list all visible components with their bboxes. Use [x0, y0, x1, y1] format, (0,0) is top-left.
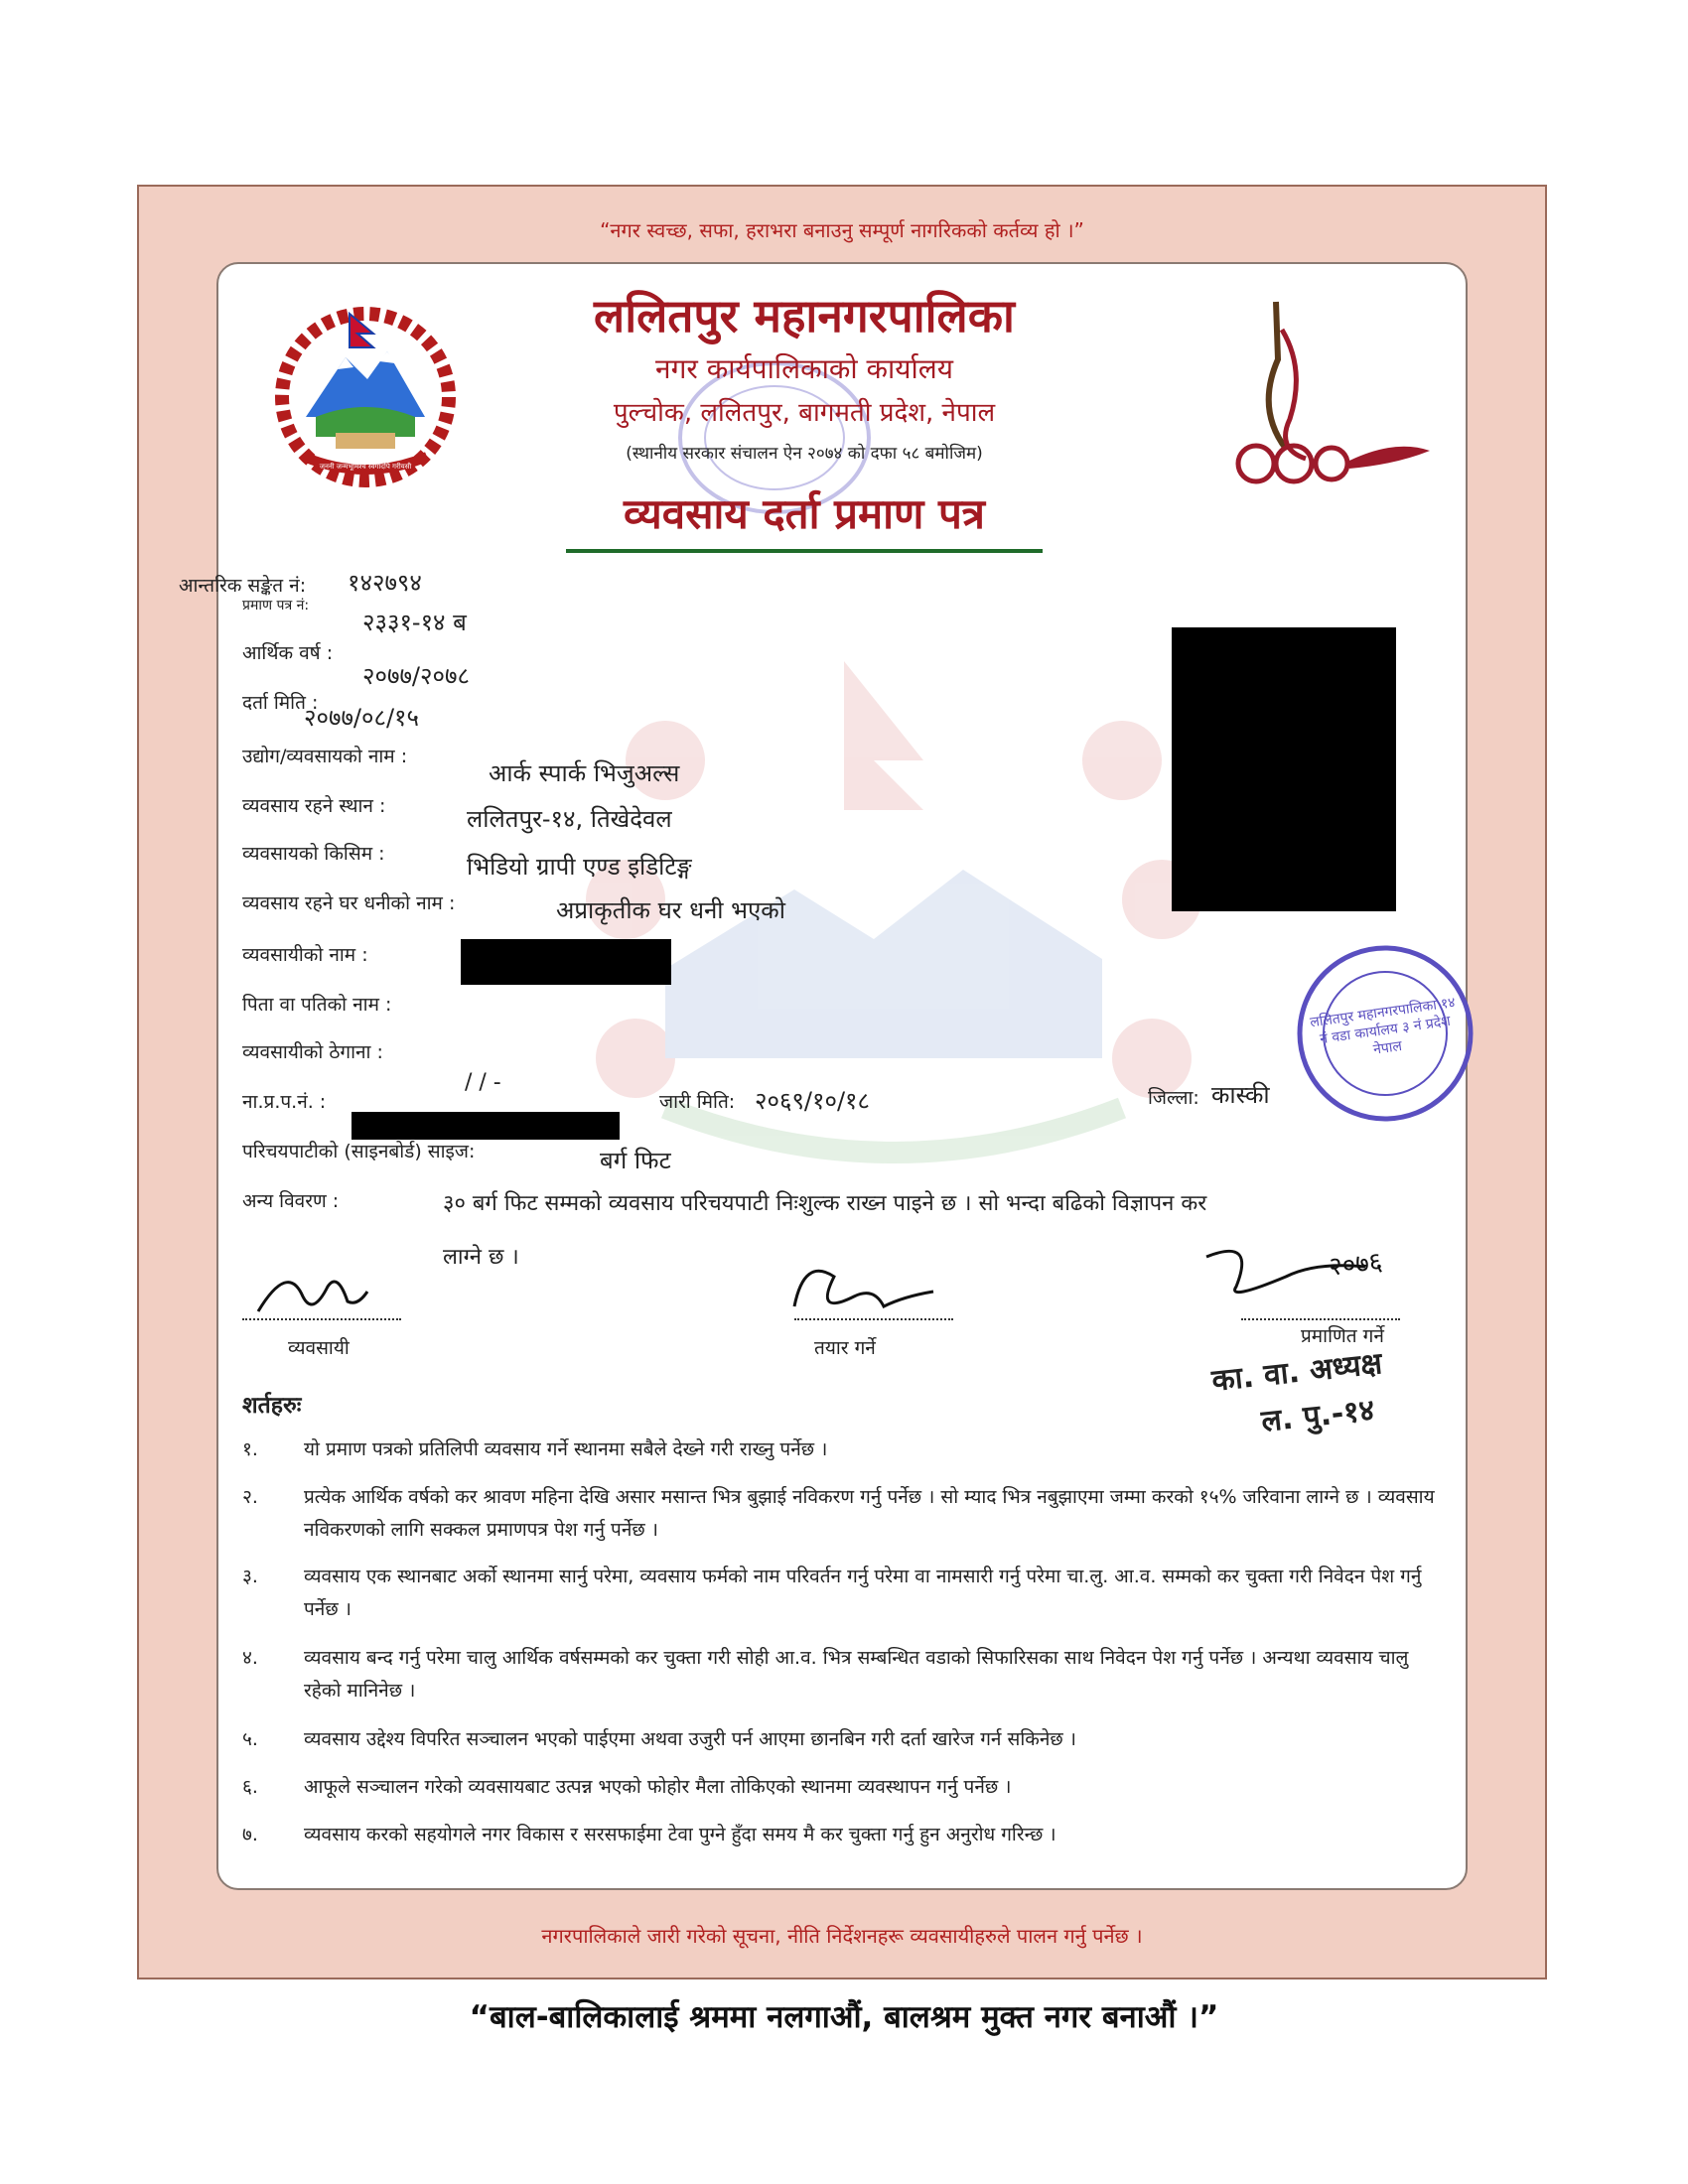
- footer-notice: नगरपालिकाले जारी गरेको सूचना, नीति निर्देशनहरू व्यवसायीहरुले पालन गर्नु पर्नेछ ।: [541, 1924, 1143, 1948]
- certificate-no-value: २३३१-१४ ब: [362, 609, 467, 636]
- nepal-emblem-icon: [276, 308, 455, 486]
- issue-date-value: २०६९/१०/१८: [755, 1087, 871, 1115]
- condition-number: ५.: [242, 1728, 258, 1750]
- certificate-outer-frame: [137, 185, 1547, 1979]
- preparer-signature-icon: [774, 1247, 953, 1326]
- registration-date-label: दर्ता मिति :: [242, 692, 319, 714]
- condition-text: व्यवसाय बन्द गर्नु परेमा चालु आर्थिक वर्षसम्मको कर चुक्ता गरी सोही आ.व. भित्र सम्बन्धित वडाको सिफारिसका साथ निवेदन पेश गर्नु पर्नेछ । अन्यथा व्यवसाय चालु रहेको मानिनेछ ।: [304, 1647, 1409, 1702]
- office-subtitle: नगर कार्यपालिकाको कार्यालय: [655, 352, 953, 385]
- condition-text: व्यवसाय एक स्थानबाट अर्को स्थानमा सार्नु परेमा, व्यवसाय फर्मको नाम परिवर्तन गर्नु परेमा वा नामसारी गर्नु परेमा चा.लु. आ.व. सम्मको कर चुक्ता गरी निवेदन पेश गर्नु पर्नेछ ।: [304, 1566, 1422, 1620]
- registration-date-value: २०७७/०८/१५: [304, 704, 420, 732]
- signboard-size-value: बर्ग फिट: [600, 1147, 671, 1174]
- condition-number: ३.: [242, 1566, 258, 1587]
- other-details-line-2: लाग्ने छ ।: [443, 1245, 519, 1270]
- condition-item: [242, 1819, 1444, 1851]
- officer-title-stamp: का. वा. अध्यक्ष: [1209, 1346, 1384, 1399]
- business-location-label: व्यवसाय रहने स्थान :: [242, 795, 386, 817]
- certifier-signature-label: प्रमाणित गर्ने: [1301, 1325, 1384, 1347]
- condition-number: ४.: [242, 1647, 258, 1669]
- district-label: जिल्ला:: [1148, 1087, 1199, 1109]
- internal-serial-label: आन्तरिक सङ्केत नं:: [179, 575, 307, 597]
- proprietor-dots: [242, 1318, 401, 1320]
- bottom-motto: “बाल-बालिकालाई श्रममा नलगाऔं, बालश्रम मुक्त नगर बनाऔं ।”: [469, 1999, 1219, 2035]
- condition-item: [242, 1723, 1444, 1756]
- office-name: ललितपुर महानगरपालिका: [594, 289, 1015, 342]
- officer-office-stamp: ल. पु.-१४: [1259, 1393, 1377, 1439]
- business-name-label: उद्योग/व्यवसायको नाम :: [242, 746, 408, 767]
- preparer-signature-label: तयार गर्ने: [814, 1337, 876, 1359]
- certifier-dots: [1241, 1318, 1400, 1320]
- condition-text: व्यवसाय करको सहयोगले नगर विकास र सरसफाईमा टेवा पुग्ने हुँदा समय मै कर चुक्ता गर्नु हुन अनुरोध गरिन्छ ।: [304, 1824, 1056, 1845]
- top-motto: “नगर स्वच्छ, सफा, हराभरा बनाउनु सम्पूर्ण नागरिकको कर्तव्य हो ।”: [600, 218, 1084, 242]
- business-location-value: ललितपुर-१४, तिखेदेवल: [467, 805, 672, 833]
- internal-serial-value: १४२७९४: [348, 569, 422, 597]
- title-underline: [566, 549, 1043, 553]
- handwritten-date: २०७६: [1327, 1247, 1384, 1283]
- fiscal-year-label: आर्थिक वर्ष :: [242, 642, 334, 664]
- redacted-citizenship-no: [352, 1112, 620, 1140]
- proprietor-name-label: व्यवसायीको नाम :: [242, 944, 368, 966]
- certificate-inner-panel: [179, 262, 1468, 1890]
- father-spouse-name-label: पिता वा पतिको नाम :: [242, 994, 392, 1016]
- proprietor-signature-icon: [248, 1257, 397, 1326]
- fiscal-year-value: २०७७/२०७८: [362, 662, 470, 690]
- condition-item: [242, 1433, 1444, 1466]
- proprietor-address-label: व्यवसायीको ठेगाना :: [242, 1041, 383, 1063]
- condition-item: [242, 1642, 1444, 1711]
- proprietor-signature-label: व्यवसायी: [288, 1337, 350, 1359]
- emblem-motto: जननी जन्मभूमिश्च स्वर्गादपि गरीयसी: [319, 463, 412, 471]
- condition-item: [242, 1561, 1444, 1630]
- redacted-proprietor-name: [461, 939, 671, 985]
- certificate-title: व्यवसाय दर्ता प्रमाण पत्र: [624, 489, 985, 538]
- condition-item: [242, 1481, 1444, 1551]
- other-details-label: अन्य विवरण :: [242, 1190, 340, 1212]
- condition-text: व्यवसाय उद्देश्य विपरित सञ्चालन भएको पाईएमा अथवा उजुरी पर्न आएमा छानबिन गरी दर्ता खारेज गर्न सकिनेछ ।: [304, 1728, 1076, 1750]
- other-details-line-1: ३० बर्ग फिट सम्मको व्यवसाय परिचयपाटी निःशुल्क राख्न पाइने छ । सो भन्दा बढिको विज्ञापन कर: [443, 1191, 1207, 1216]
- conditions-title: शर्तहरुः: [242, 1393, 302, 1419]
- citizenship-no-label: ना.प्र.प.नं. :: [242, 1091, 327, 1113]
- condition-text: प्रत्येक आर्थिक वर्षको कर श्रावण महिना देखि असार मसान्त भित्र बुझाई नविकरण गर्नु पर्नेछ । सो म्याद भित्र नबुझाएमा जम्मा करको १५% जरिवाना लाग्ने छ । व्यवसाय नविकरणको लागि सक्कल प्रमाणपत्र पेश गर्नु पर्नेछ ।: [304, 1486, 1435, 1541]
- redacted-photo: [1172, 627, 1396, 911]
- stamp-text: ललितपुर महानगरपालिका १४ नं वडा कार्यालय ३ नं प्रदेश नेपाल: [1309, 994, 1457, 1058]
- condition-text: आफूले सञ्चालन गरेको व्यवसायबाट उत्पन्न भएको फोहोर मैला तोकिएको स्थानमा व्यवस्थापन गर्नु पर्नेछ ।: [304, 1776, 1012, 1798]
- condition-number: २.: [242, 1486, 258, 1508]
- preparer-dots: [794, 1318, 953, 1320]
- condition-item: [242, 1771, 1444, 1804]
- legal-basis: (स्थानीय सरकार संचालन ऐन २०७४ को दफा ५८ बमोजिम): [626, 444, 983, 464]
- citizenship-no-dashes: / / -: [465, 1070, 501, 1095]
- house-owner-value: अप्राकृतीक घर धनी भएको: [556, 896, 785, 924]
- certificate-no-label: प्रमाण पत्र नं:: [242, 598, 310, 614]
- condition-text: यो प्रमाण पत्रको प्रतिलिपी व्यवसाय गर्ने स्थानमा सबैले देख्ने गरी राख्नु पर्नेछ ।: [304, 1438, 828, 1460]
- office-address: पुल्चोक, ललितपुर, बागमती प्रदेश, नेपाल: [613, 398, 996, 428]
- signboard-size-label: परिचयपाटीको (साइनबोर्ड) साइज:: [242, 1141, 476, 1162]
- condition-number: १.: [242, 1438, 258, 1460]
- business-type-value: भिडियो ग्रापी एण्ड इडिटिङ्ग: [467, 853, 692, 881]
- district-value: कास्की: [1211, 1081, 1270, 1109]
- business-name-value: आर्क स्पार्क भिजुअल्स: [489, 759, 680, 787]
- business-type-label: व्यवसायको किसिम :: [242, 843, 385, 865]
- house-owner-label: व्यवसाय रहने घर धनीको नाम :: [242, 892, 456, 914]
- condition-number: ७.: [242, 1824, 258, 1845]
- issue-date-label: जारी मिति:: [659, 1091, 736, 1113]
- condition-number: ६.: [242, 1776, 258, 1798]
- municipality-logo-icon: [1216, 290, 1445, 498]
